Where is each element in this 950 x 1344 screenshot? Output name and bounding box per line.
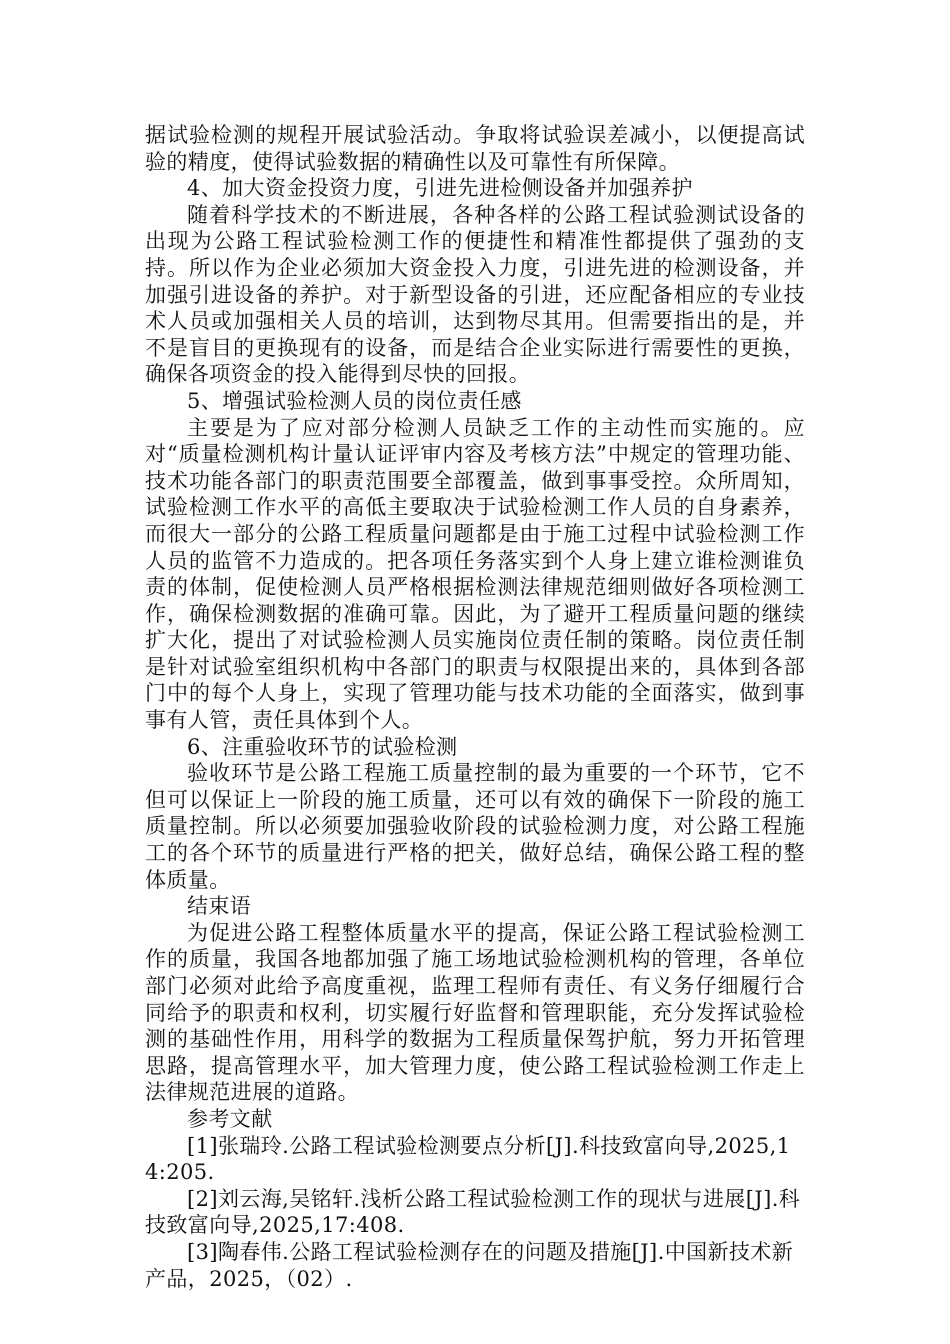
paragraph-responsibility: 主要是为了应对部分检测人员缺乏工作的主动性而实施的。应对“质量检测机构计量认证评审内容及考核方法”中规定的管理功能、技术功能各部门的职责范围要全部覆盖，做到事事受控。众所周知，试验检测工作水平的高低主要取决于试验检测工作人员的自身素养，而很大一部分的公路工程质量问题都是由于施工过程中试验检测工作人员的监管不力造成的。把各项任务落实到个人身上建立谁检测谁负责的体制，促使检测人员严格根据检测法律规范细则做好各项检测工作，确保检测数据的准确可靠。因此，为了避开工程质量问题的继续扩大化，提出了对试验检测人员实施岗位责任制的策略。岗位责任制是针对试验室组织机构中各部门的职责与权限提出来的，具体到各部门中的每个人身上，实现了管理功能与技术功能的全面落实，做到事事有人管，责任具体到个人。 xyxy=(145,415,805,733)
paragraph-conclusion: 为促进公路工程整体质量水平的提高，保证公路工程试验检测工作的质量，我国各地都加强了施工场地试验检测机构的管理，各单位部门必须对此给予高度重视，监理工程师有责任、有义务仔细履行合同给予的职责和权利，切实履行好监督和管理职能，充分发挥试验检测的基础性作用，用科学的数据为工程质量保驾护航，努力开拓管理思路，提高管理水平，加大管理力度，使公路工程试验检测工作走上法律规范进展的道路。 xyxy=(145,920,805,1105)
section-heading-4: 4、加大资金投资力度，引进先进检侧设备并加强养护 xyxy=(187,176,693,201)
document-page xyxy=(145,122,805,1292)
reference-item-3: [3]陶春伟.公路工程试验检测存在的问题及措施[J].中国新技术新产品，2025，（02）. xyxy=(145,1239,794,1291)
reference-item-2: [2]刘云海,吴铭轩.浅析公路工程试验检测工作的现状与进展[J].科技致富向导,2025,17:408. xyxy=(145,1186,801,1238)
paragraph-continued: 据试验检测的规程开展试验活动。争取将试验误差减小，以便提高试验的精度，使得试验数据的精确性以及可靠性有所保障。 xyxy=(145,123,805,174)
paragraph-acceptance: 验收环节是公路工程施工质量控制的最为重要的一个环节，它不但可以保证上一阶段的施工质量，还可以有效的确保下一阶段的施工质量控制。所以必须要加强验收阶段的试验检测力度，对公路工程施工的各个环节的质量进行严格的把关，做好总结，确保公路工程的整体质量。 xyxy=(145,761,805,892)
reference-item-1: [1]张瑞玲.公路工程试验检测要点分析[J].科技致富向导,2025,14:205. xyxy=(145,1133,791,1185)
conclusion-heading: 结束语 xyxy=(187,894,252,919)
section-heading-6: 6、注重验收环节的试验检测 xyxy=(187,734,458,759)
paragraph-equipment: 随着科学技术的不断进展，各种各样的公路工程试验测试设备的出现为公路工程试验检测工作的便捷性和精准性都提供了强劲的支持。所以作为企业必须加大资金投入力度，引进先进的检测设备，并加强引进设备的养护。对于新型设备的引进，还应配备相应的专业技术人员或加强相关人员的培训，达到物尽其用。但需要指出的是，并不是盲目的更换现有的设备，而是结合企业实际进行需要性的更换，确保各项资金的投入能得到尽快的回报。 xyxy=(145,202,805,387)
references-heading: 参考文献 xyxy=(187,1106,273,1131)
section-heading-5: 5、增强试验检测人员的岗位责任感 xyxy=(187,388,522,413)
